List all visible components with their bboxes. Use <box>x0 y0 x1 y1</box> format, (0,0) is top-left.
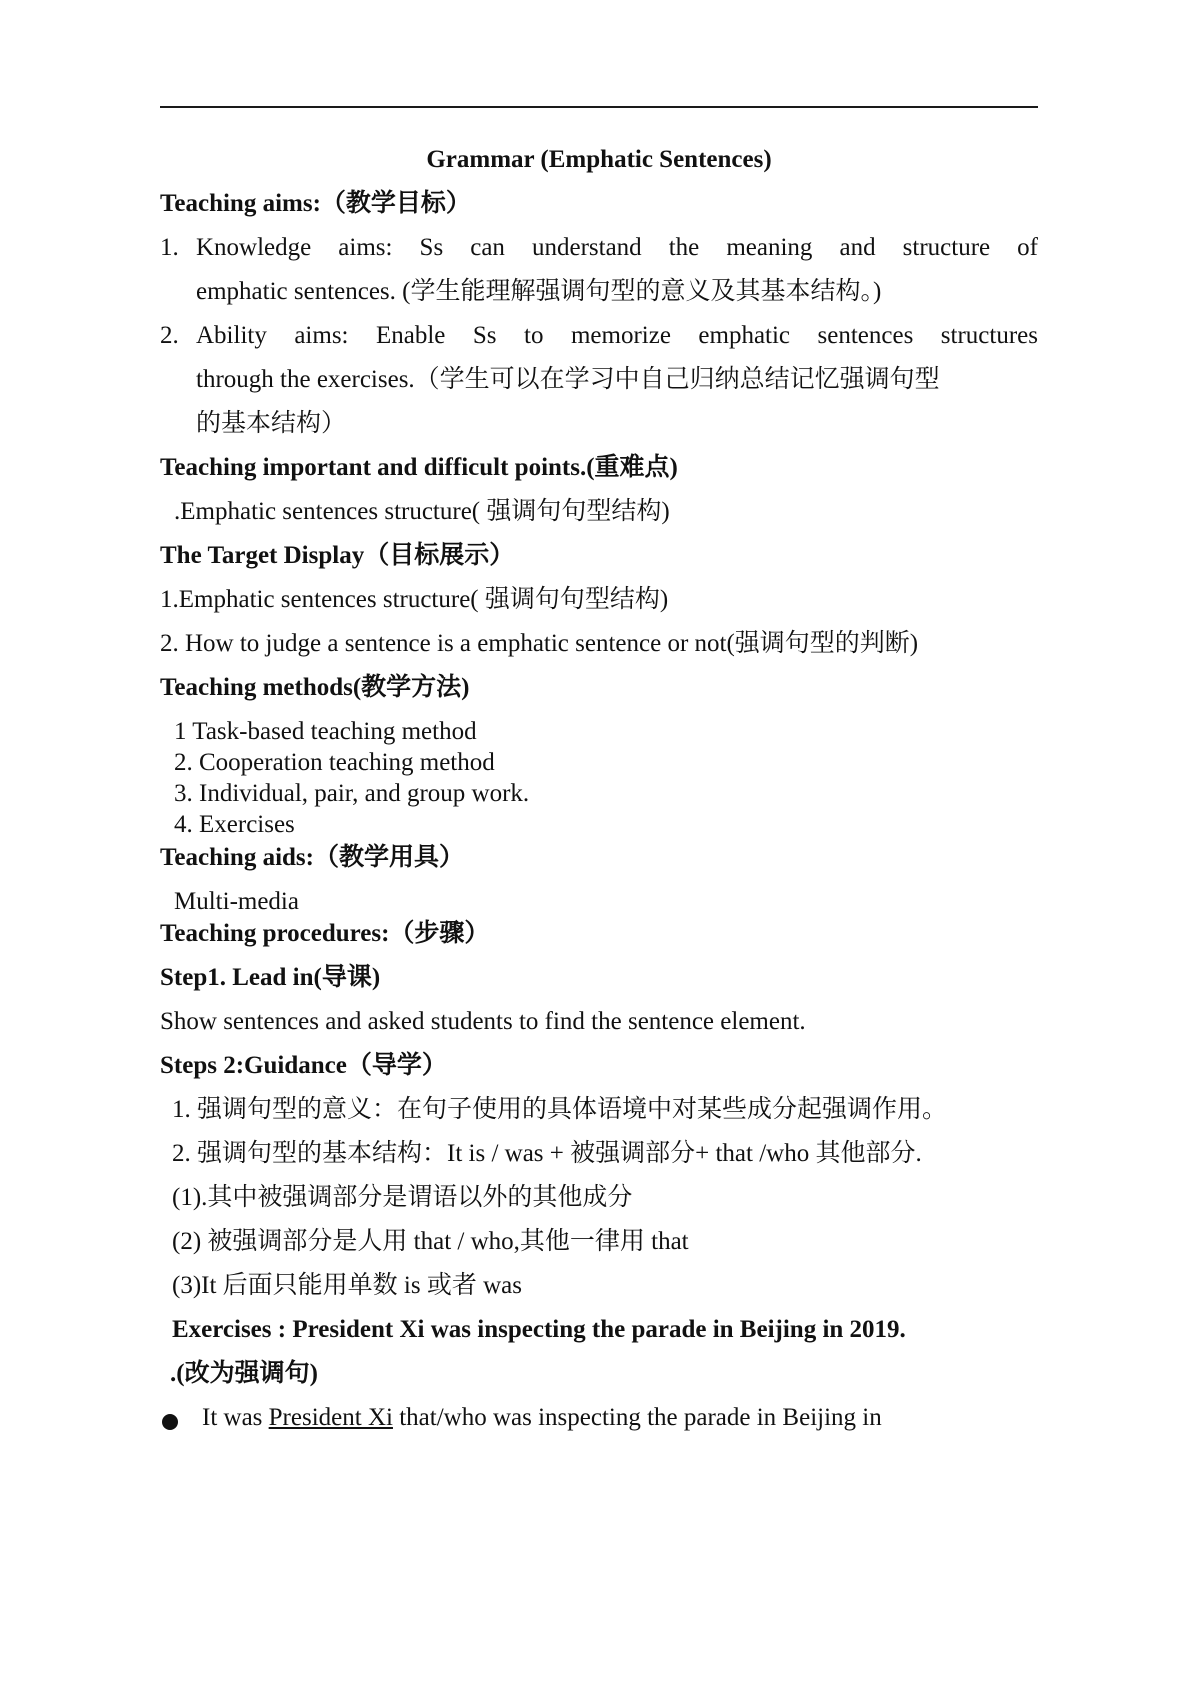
bullet-icon <box>162 1414 178 1430</box>
target-item-2: 2. How to judge a sentence is a emphatic sentence or not(强调句型的判断) <box>160 630 919 657</box>
step2-item: (2) 被强调部分是人用 that / who,其他一律用 that <box>172 1228 689 1255</box>
answer-underlined: President Xi <box>268 1404 393 1431</box>
step2-item: (3)It 后面只能用单数 is 或者 was <box>172 1272 522 1299</box>
answer-prefix: It was <box>202 1404 269 1431</box>
aim-2-line-2: through the exercises.（学生可以在学习中自己归纳总结记忆强调句型 <box>196 366 940 393</box>
points-item: .Emphatic sentences structure( 强调句句型结构) <box>174 498 670 525</box>
step2-item: 1. 强调句型的意义：在句子使用的具体语境中对某些成分起强调作用。 <box>172 1096 948 1123</box>
answer-line <box>202 1402 1038 1434</box>
exercise-line-2: .(改为强调句) <box>170 1360 318 1387</box>
aids-item: Multi-media <box>174 888 299 915</box>
step2-heading: Steps 2:Guidance（导学） <box>160 1052 447 1079</box>
aim-2 <box>160 320 1038 352</box>
method-item: 3. Individual, pair, and group work. <box>174 780 530 807</box>
step2-item: (1).其中被强调部分是谓语以外的其他成分 <box>172 1184 633 1211</box>
target-item-1: 1.Emphatic sentences structure( 强调句句型结构) <box>160 586 669 613</box>
step1-heading: Step1. Lead in(导课) <box>160 964 381 991</box>
aids-heading: Teaching aids:（教学用具） <box>160 844 464 871</box>
target-heading: The Target Display（目标展示） <box>160 542 515 569</box>
method-item: 4. Exercises <box>174 811 295 838</box>
aim-1-line-2: emphatic sentences. (学生能理解强调句型的意义及其基本结构。) <box>196 278 882 305</box>
aim-1-line-1: Knowledge aims: Ss can understand the meaning and structure of <box>196 234 1038 261</box>
aim-2-line-1: Ability aims: Enable Ss to memorize emphatic sentences structures <box>196 322 1038 349</box>
points-heading: Teaching important and difficult points.(重难点) <box>160 454 678 481</box>
step2-item: 2. 强调句型的基本结构：It is / was + 被强调部分+ that /who 其他部分. <box>172 1140 922 1167</box>
aim-1 <box>160 232 1038 264</box>
method-item: 2. Cooperation teaching method <box>174 749 495 776</box>
aims-heading: Teaching aims:（教学目标） <box>160 190 471 217</box>
step1-text: Show sentences and asked students to find the sentence element. <box>160 1008 806 1035</box>
answer-rest: that/who was inspecting the parade in Beijing in <box>392 1404 882 1431</box>
aim-2-number: 2. <box>160 322 179 349</box>
aim-1-number: 1. <box>160 234 179 261</box>
aim-2-line-3: 的基本结构） <box>196 410 347 437</box>
methods-heading: Teaching methods(教学方法) <box>160 674 470 701</box>
method-item: 1 Task-based teaching method <box>174 718 477 745</box>
procedures-heading: Teaching procedures:（步骤） <box>160 920 490 947</box>
exercise-line-1: Exercises : President Xi was inspecting the parade in Beijing in 2019. <box>172 1316 906 1343</box>
header-rule <box>160 106 1038 108</box>
document-title: Grammar (Emphatic Sentences) <box>426 146 772 173</box>
